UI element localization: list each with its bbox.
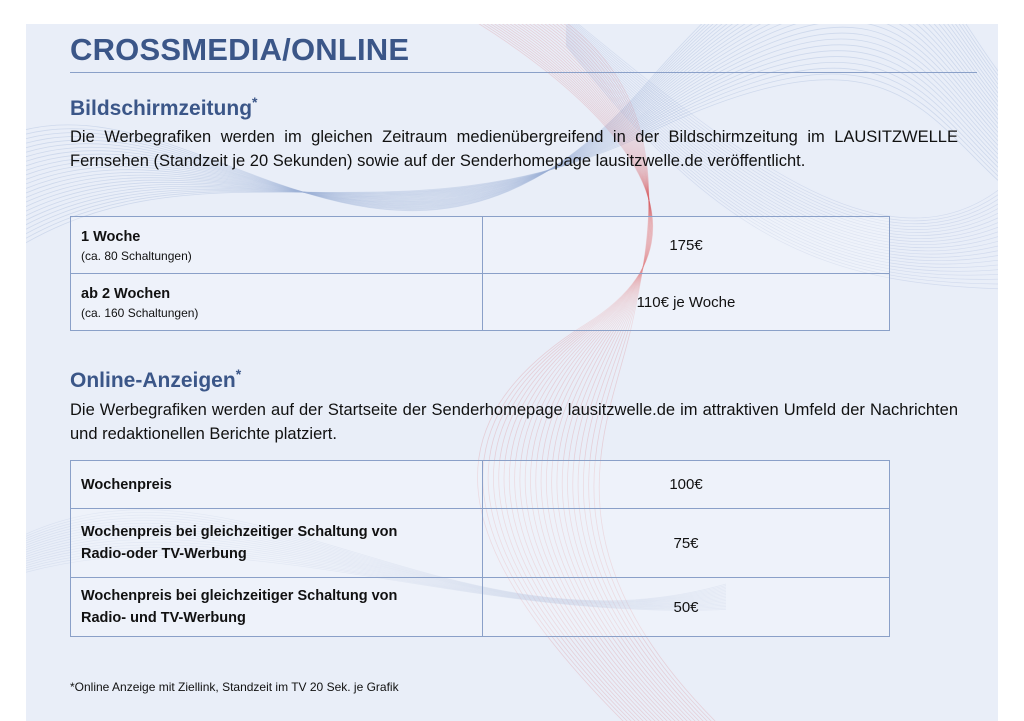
row-sublabel: (ca. 80 Schaltungen) xyxy=(81,248,192,263)
footnote-marker: * xyxy=(252,94,258,110)
section-heading-online-anzeigen xyxy=(70,366,241,393)
section-heading-bildschirmzeitung xyxy=(70,94,257,121)
row-label-line2: Radio-oder TV-Werbung xyxy=(81,546,247,562)
content xyxy=(26,24,998,721)
row-label: 1 Woche xyxy=(81,228,141,245)
table-row xyxy=(71,578,890,637)
row-label-cell xyxy=(71,578,483,637)
row-label-cell xyxy=(71,461,483,509)
table-row xyxy=(71,274,890,331)
row-price: 110€ je Woche xyxy=(483,274,890,331)
section-description-online-anzeigen: Die Werbegrafiken werden auf der Startseite der Senderhomepage lausitzwelle.de im attraktiven Umfeld der Nachrichten und redaktionellen Berichte platziert. xyxy=(70,401,958,443)
page-title: CROSSMEDIA/ONLINE xyxy=(70,32,410,67)
row-label: ab 2 Wochen xyxy=(81,285,171,302)
footnote-marker: * xyxy=(235,366,242,382)
section-description-bildschirmzeitung: Die Werbegrafiken werden im gleichen Zeitraum medienübergreifend in der Bildschirmzeitung im LAUSITZWELLE Fernsehen (Standzeit je 20 Sekunden) sowie auf der Senderhomepage lausitzwelle.de veröffentlicht. xyxy=(70,128,958,170)
row-price: 100€ xyxy=(483,461,890,509)
section-heading-text: Bildschirmzeitung xyxy=(70,97,253,120)
row-label-cell xyxy=(71,274,483,331)
row-label: Wochenpreis xyxy=(81,476,172,493)
row-label: Wochenpreis bei gleichzeitiger Schaltung von xyxy=(81,524,398,540)
row-price: 50€ xyxy=(483,578,890,637)
row-price: 75€ xyxy=(483,509,890,578)
row-label: Wochenpreis bei gleichzeitiger Schaltung von xyxy=(81,588,398,604)
footnote: *Online Anzeige mit Ziellink, Standzeit im TV 20 Sek. je Grafik xyxy=(70,680,399,694)
table-row xyxy=(71,217,890,274)
row-price: 175€ xyxy=(483,217,890,274)
row-label-line2: Radio- und TV-Werbung xyxy=(81,610,246,626)
content-panel xyxy=(26,24,998,721)
price-table-bildschirmzeitung xyxy=(70,216,890,331)
table-row xyxy=(71,461,890,509)
row-sublabel: (ca. 160 Schaltungen) xyxy=(81,305,199,320)
row-label-cell xyxy=(71,509,483,578)
section-heading-text: Online-Anzeigen xyxy=(70,369,236,392)
price-table-online-anzeigen xyxy=(70,460,890,637)
table-row xyxy=(71,509,890,578)
title-divider xyxy=(70,72,977,73)
row-label-cell xyxy=(71,217,483,274)
